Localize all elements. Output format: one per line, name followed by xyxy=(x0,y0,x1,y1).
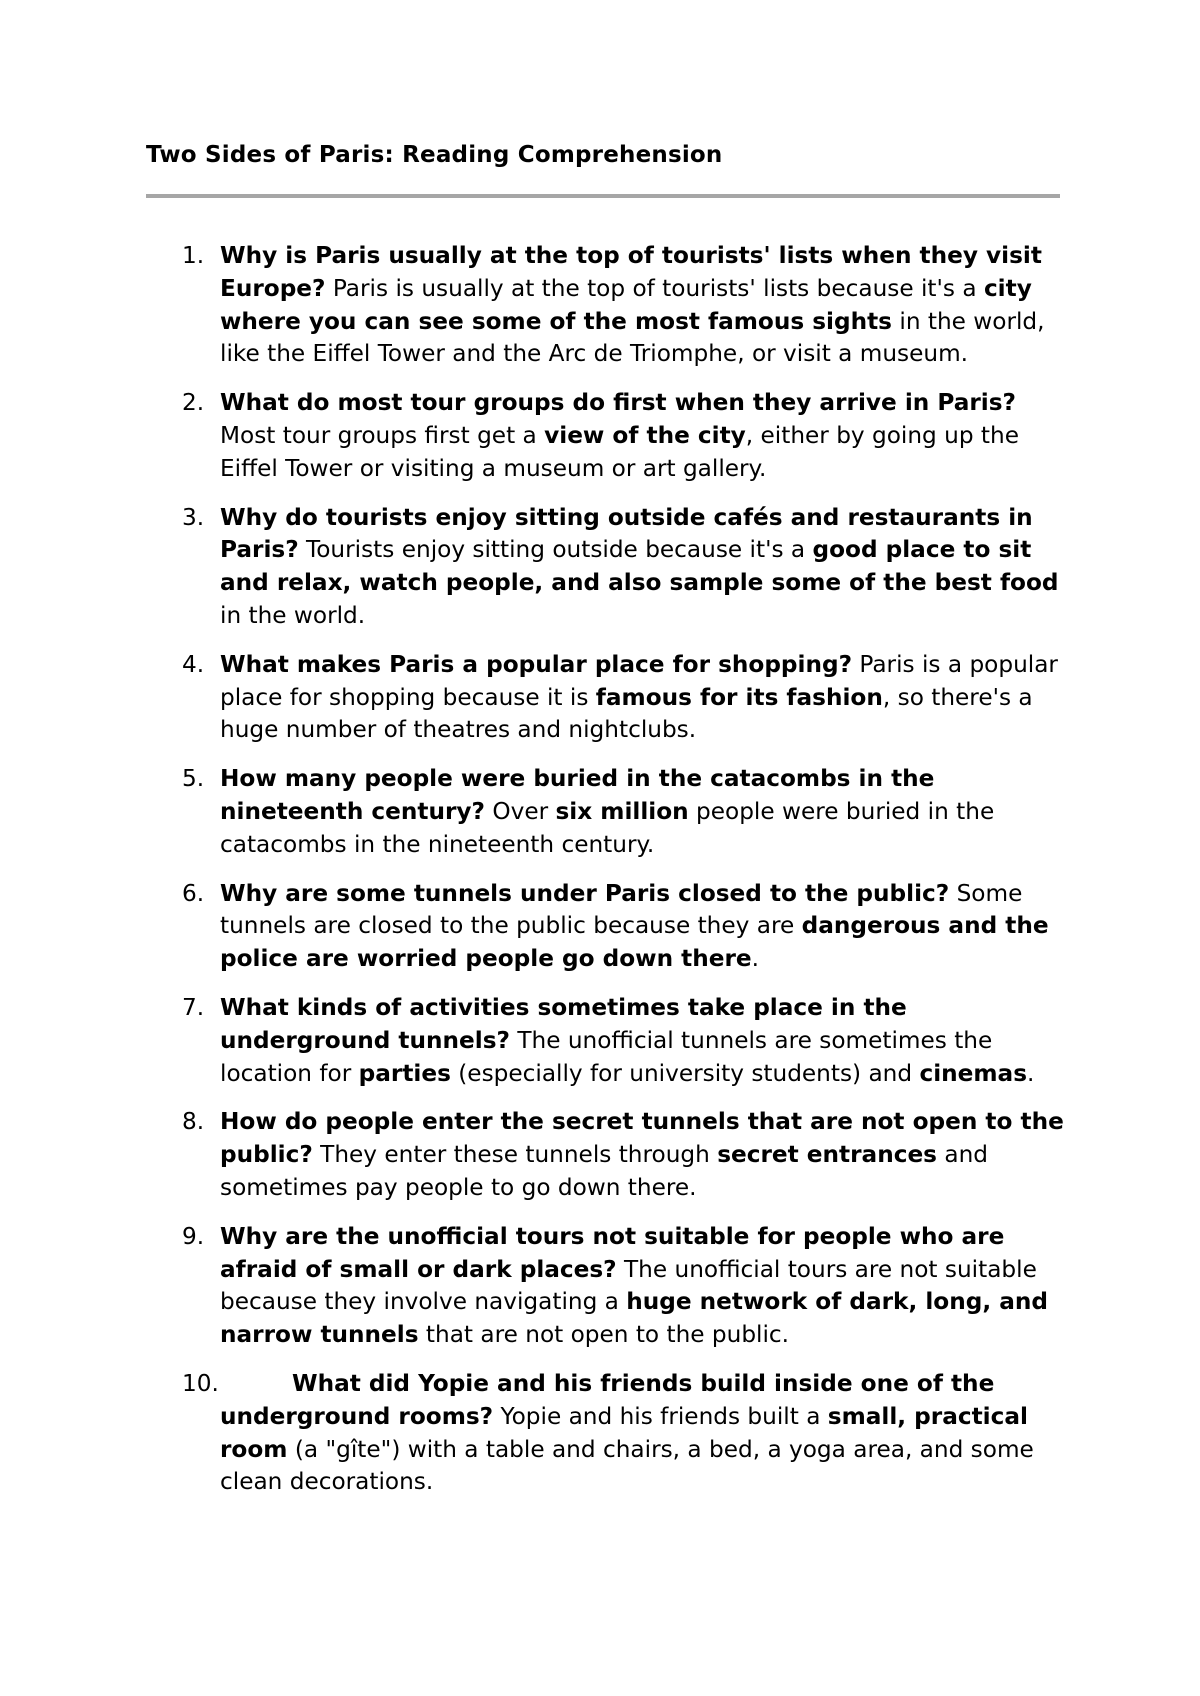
answer-text: . xyxy=(1027,1059,1035,1087)
question-number: 1. xyxy=(182,242,205,269)
answer-key-phrase: view of the city xyxy=(544,421,746,449)
question-item xyxy=(146,878,1076,976)
answer-text: that are not open to the public. xyxy=(418,1321,790,1349)
answer-text: and sometimes pay people to go down there. xyxy=(220,1141,988,1201)
answer-text: They enter these tunnels through xyxy=(312,1141,718,1169)
question-text: Why do tourists enjoy sitting outside cafés and restaurants in Paris? xyxy=(220,503,1033,564)
question-item xyxy=(146,502,1076,633)
answer-text: , so there's a huge number of theatres and nightclubs. xyxy=(220,683,1033,744)
answer-text: Yopie and his friends built a xyxy=(493,1402,828,1430)
answer-text: (a "gîte") with a table and chairs, a bed, a yoga area, and some clean decorations. xyxy=(220,1435,1034,1496)
answer-text: The unofficial tunnels are sometimes the location for xyxy=(220,1026,993,1087)
question-item xyxy=(146,763,1076,861)
answer-text: Paris is a popular place for shopping because it is xyxy=(220,650,1058,711)
question-text: Why is Paris usually at the top of tourists' lists when they visit Europe? xyxy=(220,242,1042,302)
question-text: How do people enter the secret tunnels that are not open to the public? xyxy=(220,1108,1064,1169)
question-number: 7. xyxy=(182,993,205,1021)
answer-text: . xyxy=(751,945,760,973)
question-text: What makes Paris a popular place for shopping? xyxy=(220,650,853,678)
answer-key-phrase: good place to sit and relax, watch people, and also sample some of the best food xyxy=(220,536,1059,597)
answer-text: Most tour groups first get a xyxy=(220,421,545,449)
question-number: 5. xyxy=(182,765,205,793)
question-item xyxy=(146,387,1076,485)
question-text: Why are some tunnels under Paris closed to the public? xyxy=(220,879,950,907)
document-title: Two Sides of Paris: Reading Comprehension xyxy=(146,142,723,168)
question-text: What kinds of activities sometimes take place in the underground tunnels? xyxy=(220,993,907,1054)
answer-text: , either by going up the Eiffel Tower or visiting a museum or art gallery. xyxy=(220,421,1019,482)
answer-key-phrase: six million xyxy=(555,797,689,825)
question-number: 10. xyxy=(182,1369,219,1397)
answer-text: Tourists enjoy sitting outside because it's a xyxy=(298,536,813,564)
answer-key-phrase: cinemas xyxy=(919,1059,1028,1087)
answer-text: in the world, like the Eiffel Tower and the Arc de Triomphe, or visit a museum. xyxy=(220,307,1045,368)
answer-text: (especially for university students) and xyxy=(450,1059,920,1087)
answer-key-phrase: dangerous and the police are worried people go down there xyxy=(220,912,1049,973)
question-item xyxy=(146,240,1076,371)
answer-text: Paris is usually at the top of tourists' lists because it's a xyxy=(325,274,984,302)
answer-key-phrase: secret entrances xyxy=(717,1141,937,1169)
question-list xyxy=(146,240,1076,1515)
question-item xyxy=(146,1221,1076,1352)
question-text: What did Yopie and his friends build inside one of the underground rooms? xyxy=(220,1369,995,1430)
question-item xyxy=(146,649,1076,747)
answer-text: The unofficial tours are not suitable because they involve navigating a xyxy=(220,1255,1037,1316)
answer-key-phrase: famous for its fashion xyxy=(595,683,883,711)
question-item xyxy=(146,992,1076,1090)
answer-text: Some tunnels are closed to the public because they are xyxy=(220,879,1023,940)
answer-key-phrase: small, practical room xyxy=(220,1402,1028,1463)
question-number: 2. xyxy=(182,389,205,417)
title-divider xyxy=(146,194,1060,198)
question-number: 3. xyxy=(182,503,205,531)
answer-key-phrase: parties xyxy=(358,1059,451,1087)
question-text: Why are the unofficial tours not suitable for people who are afraid of small or dark places? xyxy=(220,1222,1005,1283)
answer-text: Over xyxy=(484,797,556,825)
answer-text: people were buried in the catacombs in the nineteenth century. xyxy=(220,797,995,858)
question-number: 9. xyxy=(182,1222,205,1250)
question-text: What do most tour groups do first when they arrive in Paris? xyxy=(220,389,1016,417)
answer-key-phrase: huge network of dark, long, and narrow tunnels xyxy=(220,1288,1048,1349)
question-text: How many people were buried in the catacombs in the nineteenth century? xyxy=(220,765,935,825)
answer-text: in the world. xyxy=(220,601,366,629)
question-number: 8. xyxy=(182,1108,205,1136)
question-number: 4. xyxy=(182,650,205,678)
question-item xyxy=(146,1106,1076,1204)
question-number: 6. xyxy=(182,879,205,907)
answer-key-phrase: city where you can see some of the most famous sights xyxy=(220,274,1032,335)
question-item xyxy=(146,1368,1076,1499)
